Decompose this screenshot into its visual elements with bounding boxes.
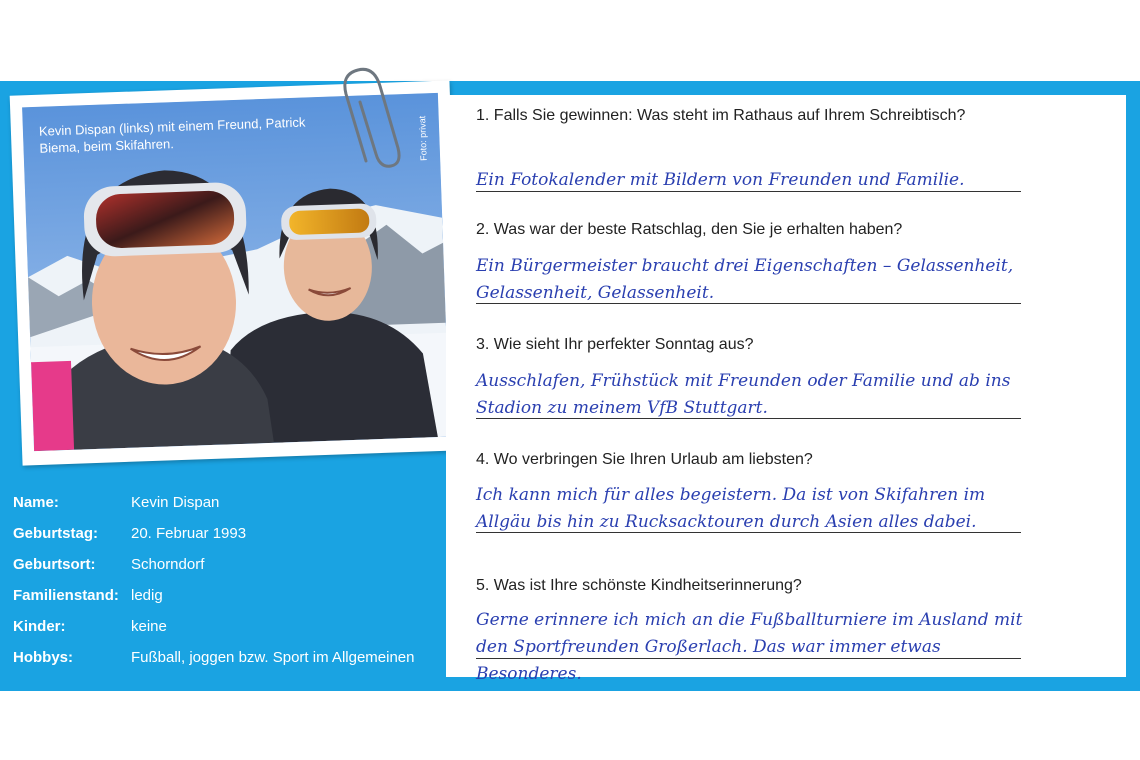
fact-label: Geburtstag: (13, 525, 99, 542)
fact-row-birthday (13, 518, 443, 549)
answer-line (476, 191, 1021, 192)
fact-value: Schorndorf (131, 556, 205, 573)
fact-value: Kevin Dispan (131, 494, 220, 511)
answer-1: Ein Fotokalender mit Bildern von Freunden und Familie. (476, 170, 965, 190)
question-5: 5. Was ist Ihre schönste Kindheitserinnerung? (476, 577, 802, 594)
question-1: 1. Falls Sie gewinnen: Was steht im Rathaus auf Ihrem Schreibtisch? (476, 107, 966, 124)
fact-label: Kinder: (13, 618, 66, 635)
fact-row-name (13, 487, 443, 518)
fact-row-marital-status (13, 580, 443, 611)
fact-row-children (13, 611, 443, 642)
fact-label: Hobbys: (13, 649, 73, 666)
photo-caption: Kevin Dispan (links) mit einem Freund, Patrick Biema, beim Skifahren. (38, 114, 306, 156)
questionnaire-card (446, 95, 1126, 684)
fact-value: Fußball, joggen bzw. Sport im Allgemeinen (131, 649, 415, 666)
answer-2: Ein Bürgermeister braucht drei Eigenschaften – Gelassenheit, Gelassenheit, Gelassenheit. (476, 256, 1014, 303)
question-4: 4. Wo verbringen Sie Ihren Urlaub am liebsten? (476, 451, 813, 468)
profile-facts (13, 487, 443, 673)
fact-label: Geburtsort: (13, 556, 96, 573)
fact-value: 20. Februar 1993 (131, 525, 247, 542)
question-3: 3. Wie sieht Ihr perfekter Sonntag aus? (476, 336, 754, 353)
fact-label: Familienstand: (13, 587, 119, 604)
paperclip-icon (336, 66, 416, 176)
fact-row-birthplace (13, 549, 443, 580)
fact-row-hobbies (13, 642, 443, 673)
answer-5: Gerne erinnere ich mich an die Fußballturniere im Ausland mit den Sportfreunden Großerlach. Das war immer etwas Besonderes. (476, 610, 1023, 684)
answer-4: Ich kann mich für alles begeistern. Da ist von Skifahren im Allgäu bis hin zu Rucksacktouren durch Asien alles dabei. (476, 485, 986, 532)
answer-line (476, 418, 1021, 419)
fact-value: ledig (131, 587, 163, 604)
answer-line (476, 532, 1021, 533)
question-2: 2. Was war der beste Ratschlag, den Sie je erhalten haben? (476, 221, 903, 238)
answer-line (476, 303, 1021, 304)
fact-label: Name: (13, 494, 59, 511)
answer-line (476, 658, 1021, 659)
answer-3: Ausschlafen, Frühstück mit Freunden oder Familie und ab ins Stadion zu meinem VfB Stuttgart. (476, 371, 1011, 418)
fact-value: keine (131, 618, 167, 635)
photo-credit: Foto: privat (417, 115, 429, 162)
